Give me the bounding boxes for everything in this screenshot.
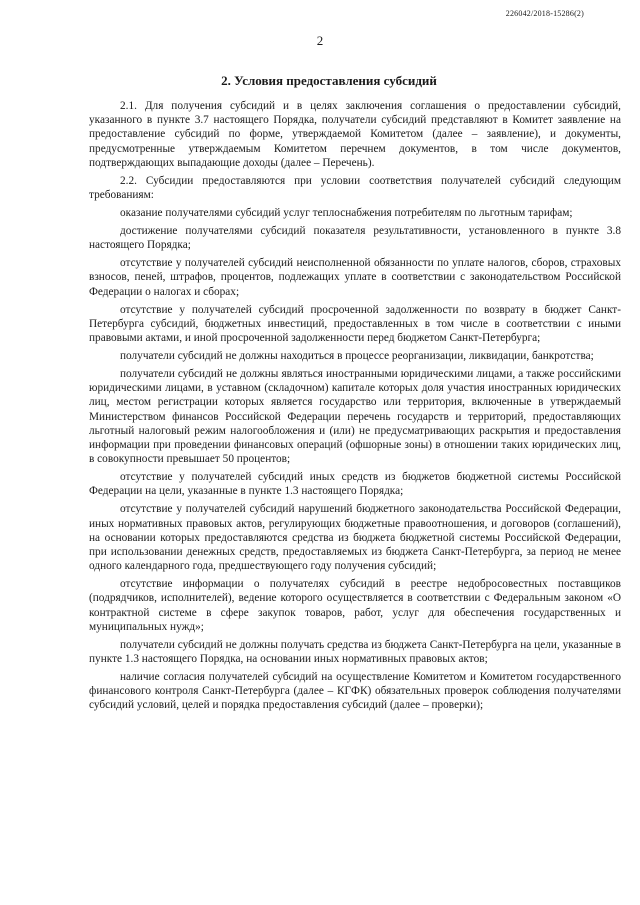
paragraph-2-1: 2.1. Для получения субсидий и в целях заключения соглашения о предоставлении субсидий, указанного в пункте 3.7 настоящего Порядка, получатели субсидий представляют в Комитет заявление на предоставление субсидий по форме, утверждаемой Комитетом (далее – заявление), и документы, предусмотренные утверждаемым Комитетом перечнем документов, в том числе документов, подтверждающих выпадающие доходы (далее – Перечень).: [89, 100, 621, 169]
requirement-item: наличие согласия получателей субсидий на осуществление Комитетом и Комитетом государственного финансового контроля Санкт-Петербурга (далее – КГФК) обязательных проверок соблюдения получателями субсидий условий, целей и порядка предоставления субсидий (далее – проверки);: [89, 671, 621, 712]
requirement-item: получатели субсидий не должны получать средства из бюджета Санкт-Петербурга на цели, указанные в пункте 1.3 настоящего Порядка, на основании иных нормативных правовых актов;: [89, 638, 621, 666]
requirement-item: достижение получателями субсидий показателя результативности, установленного в пункте 3.8 настоящего Порядка;: [89, 225, 621, 252]
requirement-item: отсутствие у получателей субсидий нарушений бюджетного законодательства Российской Федерации, иных нормативных правовых актов, регулирующих бюджетные правоотношения, и договоров (соглашений), на основании которых предоставляются средства из бюджета бюджетной системы Российской Федерации, при использовании денежных средств, предоставляемых из бюджета Санкт-Петербурга, за период не менее одного календарного года, предшествующего году получения субсидий;: [89, 503, 621, 573]
requirement-item: отсутствие у получателей субсидий иных средств из бюджетов бюджетной системы Российской Федерации на цели, указанные в пункте 1.3 настоящего Порядка;: [89, 471, 621, 498]
requirement-item: получатели субсидий не должны являться иностранными юридическими лицами, а также российскими юридическими лицами, в уставном (складочном) капитале которых доля участия иностранных юридических лиц, местом регистрации которых является государство или территория, включенные в утверждаемый Министерством финансов Российской Федерации перечень государств и территорий, предоставляющих льготный налоговый режим налогообложения и (или) не предусматривающих раскрытия и предоставления информации при проведении финансовых операций (офшорные зоны) в отношении таких юридических лиц, в совокупности превышает 50 процентов;: [89, 368, 621, 466]
document-body: [89, 99, 621, 716]
section-title: 2. Условия предоставления субсидий: [221, 73, 437, 88]
requirement-item: отсутствие у получателей субсидий просроченной задолженности по возврату в бюджет Санкт-Петербурга субсидий, бюджетных инвестиций, предоставленных в том числе в соответствии с иными правовыми актами, и иной просроченной задолженности перед бюджетом Санкт-Петербурга;: [89, 303, 621, 345]
page-number: 2: [316, 33, 324, 48]
requirement-item: отсутствие информации о получателях субсидий в реестре недобросовестных поставщиков (подрядчиков, исполнителей), ведение которого осуществляется в соответствии с Федеральным законом «О контрактной системе в сфере закупок товаров, работ, услуг для обеспечения государственных и муниципальных нужд»;: [89, 578, 621, 633]
paragraph-2-2: 2.2. Субсидии предоставляются при условии соответствия получателей субсидий следующим требованиям:: [89, 174, 621, 202]
requirement-item: получатели субсидий не должны находиться в процессе реорганизации, ликвидации, банкротства;: [120, 350, 594, 363]
requirement-item: отсутствие у получателей субсидий неисполненной обязанности по уплате налогов, сборов, страховых взносов, пеней, штрафов, процентов, подлежащих уплате в соответствии с законодательством Российской Федерации о налогах и сборах;: [89, 257, 621, 298]
requirement-item: оказание получателями субсидий услуг теплоснабжения потребителям по льготным тарифам;: [120, 207, 573, 220]
document-id: 226042/2018-15286(2): [505, 9, 584, 18]
